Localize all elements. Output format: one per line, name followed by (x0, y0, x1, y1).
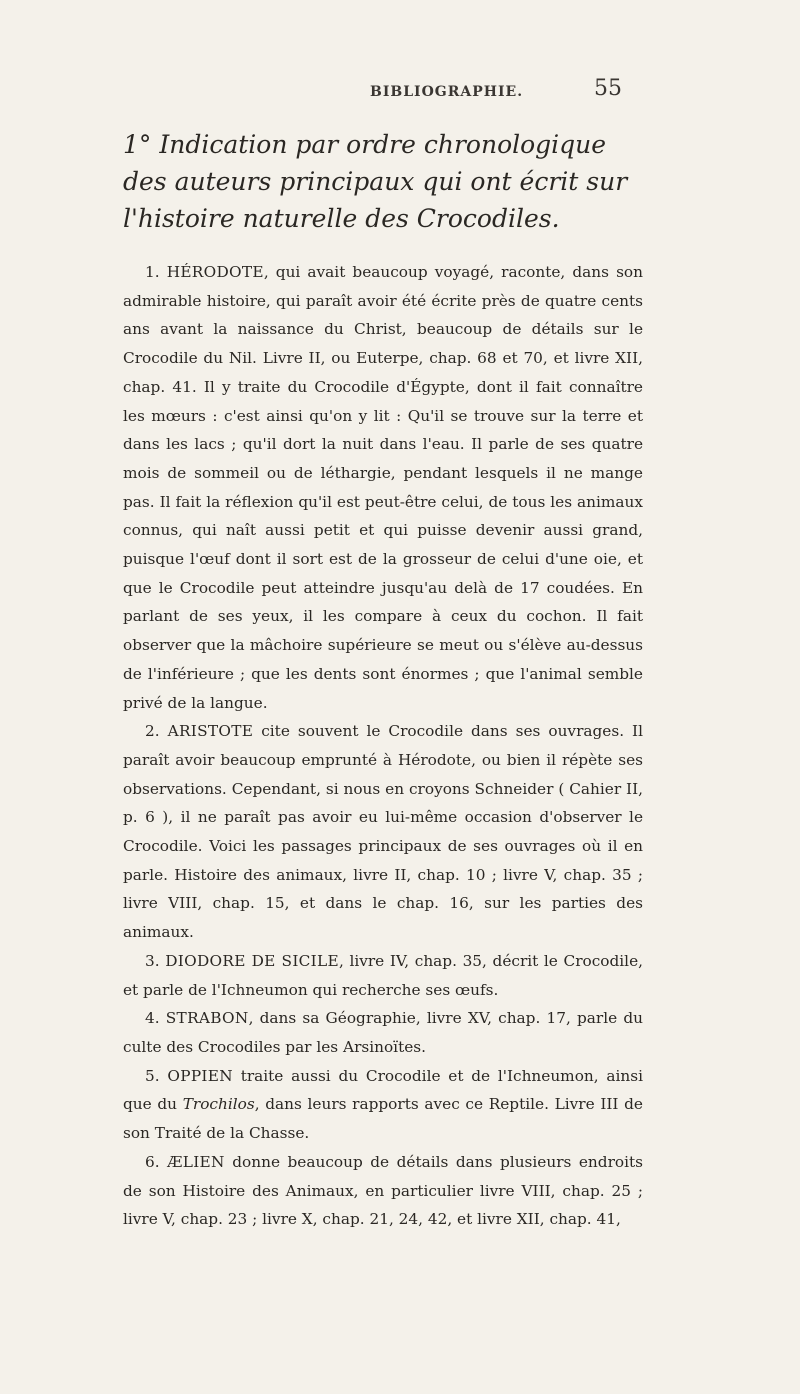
author-name: OPPIEN (167, 1066, 233, 1085)
entry-text: , qui avait beaucoup voyagé, raconte, dans son admirable histoire, qui paraît avoir été écrite près de quatre cents ans avant la naissance du Christ, beaucoup de détails sur le Crocodile du Nil. Livre II, ou Euterpe, chap. 68 et 70, et livre XII, chap. 41. Il y traite du Crocodile d'Égypte, dont il fait connaître les mœurs : c'est ainsi qu'on y lit : Qu'il se trouve sur la terre et dans les lacs ; qu'il dort la nuit dans l'eau. Il parle de ses quatre mois de sommeil ou de léthargie, pendant lesquels il ne mange pas. Il fait la réflexion qu'il est peut-être celui, de tous les animaux connus, qui naît aussi petit et qui puisse devenir aussi grand, puisque l'œuf dont il sort est de la grosseur de celui d'une oie, et que le Crocodile peut atteindre jusqu'au delà de 17 coudées. En parlant de ses yeux, il les compare à ceux du cochon. Il fait observer que la mâchoire supérieure se meut ou s'élève au-dessus de l'inférieure ; que les dents sont énormes ; que l'animal semble privé de la langue. (123, 263, 643, 712)
entry-number: 6. (145, 1152, 160, 1171)
entry-herodote (123, 258, 643, 717)
entry-number: 3. (145, 951, 160, 970)
author-name: ÆLIEN (167, 1152, 225, 1171)
entry-number: 5. (145, 1066, 160, 1085)
entry-number: 2. (145, 722, 160, 741)
entry-oppien (123, 1062, 643, 1148)
author-name: DIODORE DE SICILE (165, 951, 339, 970)
page-number: 55 (594, 76, 622, 101)
running-head: BIBLIOGRAPHIE. (370, 84, 524, 100)
entry-text: , livre IV, chap. 35, décrit le Crocodile, et parle de l'Ichneumon qui recherche ses œufs. (123, 951, 643, 999)
entry-aristote (123, 717, 643, 947)
author-name: ARISTOTE (167, 722, 254, 741)
section-title: 1° Indication par ordre chronologique des auteurs principaux qui ont écrit sur l'histoire naturelle des Crocodiles. (123, 130, 628, 233)
entry-text: cite souvent le Crocodile dans ses ouvrages. Il paraît avoir beaucoup emprunté à Hérodote, ou bien il répète ses observations. Cependant, si nous en croyons Schneider ( Cahier II, p. 6 ), il ne paraît pas avoir eu lui-même occasion d'observer le Crocodile. Voici les passages principaux de ses ouvrages où il en parle. Histoire des animaux, livre II, chap. 10 ; livre V, chap. 35 ; livre VIII, chap. 15, et dans le chap. 16, sur les parties des animaux. (123, 722, 643, 942)
entry-italic-term: Trochilos (182, 1095, 255, 1114)
entry-text: , dans sa Géographie, livre XV, chap. 17, parle du culte des Crocodiles par les Arsinoïtes. (123, 1009, 643, 1056)
entry-text: donne beaucoup de détails dans plusieurs endroits de son Histoire des Animaux, en particulier livre VIII, chap. 25 ; livre V, chap. 23 ; livre X, chap. 21, 24, 42, et livre XII, chap. 41, (123, 1152, 643, 1229)
entry-diodore (123, 947, 643, 1004)
entry-strabon (123, 1004, 643, 1061)
author-name: HÉRODOTE (166, 263, 264, 281)
entry-text: , dans leurs rapports avec ce Reptile. Livre III de son Traité de la Chasse. (123, 1095, 643, 1143)
entry-text: traite aussi du Crocodile et de l'Ichneumon, ainsi que du (123, 1066, 643, 1114)
body-text (123, 258, 643, 1234)
entry-number: 4. (145, 1009, 160, 1028)
entry-number: 1. (145, 263, 160, 281)
entry-elien (123, 1148, 643, 1234)
author-name: STRABON (165, 1009, 249, 1028)
